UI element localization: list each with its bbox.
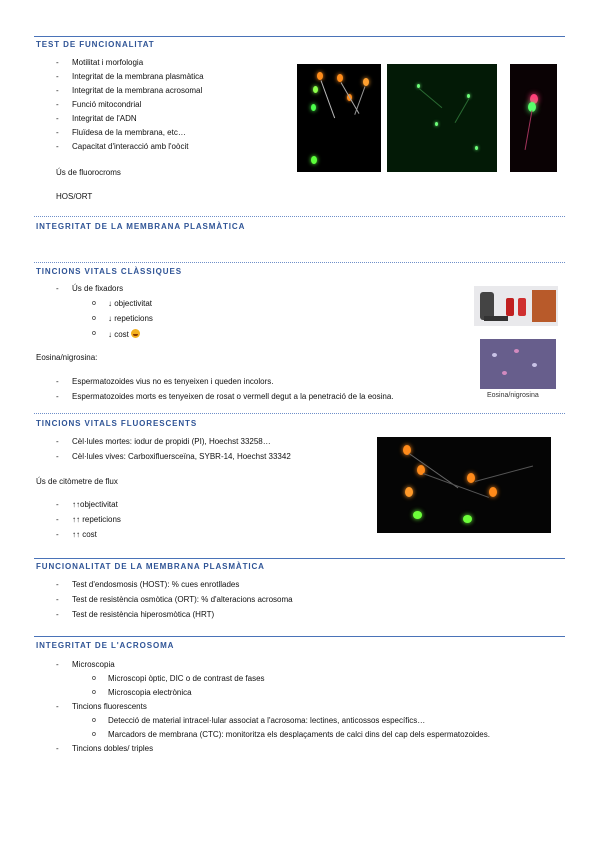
list-item: Fluïdesa de la membrana, etc… xyxy=(72,128,186,137)
bullet-dash: - xyxy=(56,72,59,81)
list-item: ↑↑ repeticions xyxy=(72,515,121,524)
bullet-dash: - xyxy=(56,100,59,109)
face-emoji-icon xyxy=(131,329,140,338)
list-item: Espermatozoides morts es tenyeixen de rosat o vermell degut a la penetració de la eosina. xyxy=(72,392,394,401)
bullet-dash: - xyxy=(56,284,59,293)
section-title-tincions-vitals-fluorescents: TINCIONS VITALS FLUORESCENTS xyxy=(36,419,198,428)
fluorescence-micrograph-4 xyxy=(377,437,551,533)
bullet-dash: - xyxy=(56,595,59,604)
bullet-circle: o xyxy=(92,675,96,682)
bullet-dash: - xyxy=(56,610,59,619)
eosin-nigrosin-smear-image xyxy=(480,339,556,389)
fluorescence-micrograph-3 xyxy=(510,64,557,172)
section-rule xyxy=(34,413,565,414)
bullet-dash: - xyxy=(56,744,59,753)
bullet-circle: o xyxy=(92,731,96,738)
image-caption: Eosina/nigrosina xyxy=(487,392,539,399)
bullet-dash: - xyxy=(56,530,59,539)
bullet-dash: - xyxy=(56,580,59,589)
section-rule xyxy=(34,216,565,217)
list-item: Microscopia xyxy=(72,660,115,669)
sub-item: ↓ repeticions xyxy=(108,314,153,323)
bullet-dash: - xyxy=(56,660,59,669)
section-rule xyxy=(34,558,565,559)
section-title-integritat-membrana: INTEGRITAT DE LA MEMBRANA PLASMÀTICA xyxy=(36,222,246,231)
bullet-circle: o xyxy=(92,330,96,337)
list-item: Espermatozoides vius no es tenyeixen i queden incolors. xyxy=(72,377,274,386)
fluorescence-micrograph-2 xyxy=(387,64,497,172)
list-item: Funció mitocondrial xyxy=(72,100,142,109)
section-title-funcionalitat-membrana: FUNCIONALITAT DE LA MEMBRANA PLASMÀTICA xyxy=(36,562,265,571)
bullet-dash: - xyxy=(56,58,59,67)
list-item: Integritat de l'ADN xyxy=(72,114,137,123)
sub-item: ↓ objectivitat xyxy=(108,299,153,308)
list-item: Test de resistència osmòtica (ORT): % d'alteracions acrosoma xyxy=(72,595,293,604)
note-fluorocroms: Ús de fluorocroms xyxy=(56,168,121,177)
section-rule xyxy=(34,36,565,37)
list-item: Motilitat i morfologia xyxy=(72,58,144,67)
sub-item: Microscopia electrònica xyxy=(108,688,192,697)
bullet-circle: o xyxy=(92,300,96,307)
list-item: Test d'endosmosis (HOST): % cues enrotllades xyxy=(72,580,240,589)
section-title-tincions-vitals-classiques: TINCIONS VITALS CLÀSSIQUES xyxy=(36,267,182,276)
list-item: Capacitat d'interacció amb l'oòcit xyxy=(72,142,189,151)
bullet-dash: - xyxy=(56,500,59,509)
bullet-circle: o xyxy=(92,689,96,696)
sub-item: Marcadors de membrana (CTC): monitoritza els desplaçaments de calci dins del cap dels espermatozoides. xyxy=(108,730,490,739)
note-hos-ort: HOS/ORT xyxy=(56,192,93,201)
bullet-dash: - xyxy=(56,702,59,711)
section-rule xyxy=(34,262,565,263)
sub-item: Microscopi òptic, DIC o de contrast de fases xyxy=(108,674,265,683)
eosina-label: Eosina/nigrosina: xyxy=(36,353,98,362)
list-item: ↑↑objectivitat xyxy=(72,500,118,509)
list-item: Cèl·lules vives: Carboxifluersceïna, SYBR-14, Hoechst 33342 xyxy=(72,452,291,461)
bullet-dash: - xyxy=(56,452,59,461)
list-item: ↑↑ cost xyxy=(72,530,97,539)
list-item: Test de resistència hiperosmòtica (HRT) xyxy=(72,610,215,619)
list-item: Ús de fixadors xyxy=(72,284,124,293)
bullet-dash: - xyxy=(56,142,59,151)
bullet-dash: - xyxy=(56,128,59,137)
section-title-test-funcionalitat: TEST DE FUNCIONALITAT xyxy=(36,40,155,49)
list-item: Cèl·lules mortes: iodur de propidi (PI), Hoechst 33258… xyxy=(72,437,271,446)
list-item: Tincions dobles/ triples xyxy=(72,744,154,753)
list-item: Integritat de la membrana acrosomal xyxy=(72,86,203,95)
sub-item: ↓ cost xyxy=(108,329,140,340)
bullet-dash: - xyxy=(56,392,59,401)
list-item: Tincions fluorescents xyxy=(72,702,147,711)
bullet-dash: - xyxy=(56,437,59,446)
bullet-circle: o xyxy=(92,717,96,724)
list-item: Integritat de la membrana plasmàtica xyxy=(72,72,204,81)
bullet-dash: - xyxy=(56,114,59,123)
lab-equipment-photo xyxy=(474,286,558,326)
fluorescence-micrograph-1 xyxy=(297,64,381,172)
section-rule xyxy=(34,636,565,637)
bullet-dash: - xyxy=(56,86,59,95)
flux-label: Ús de citòmetre de flux xyxy=(36,477,118,486)
bullet-dash: - xyxy=(56,377,59,386)
bullet-circle: o xyxy=(92,315,96,322)
section-title-integritat-acrosoma: INTEGRITAT DE L'ACROSOMA xyxy=(36,641,175,650)
sub-item: Detecció de material intracel·lular associat a l'acrosoma: lectines, anticossos específics… xyxy=(108,716,426,725)
bullet-dash: - xyxy=(56,515,59,524)
